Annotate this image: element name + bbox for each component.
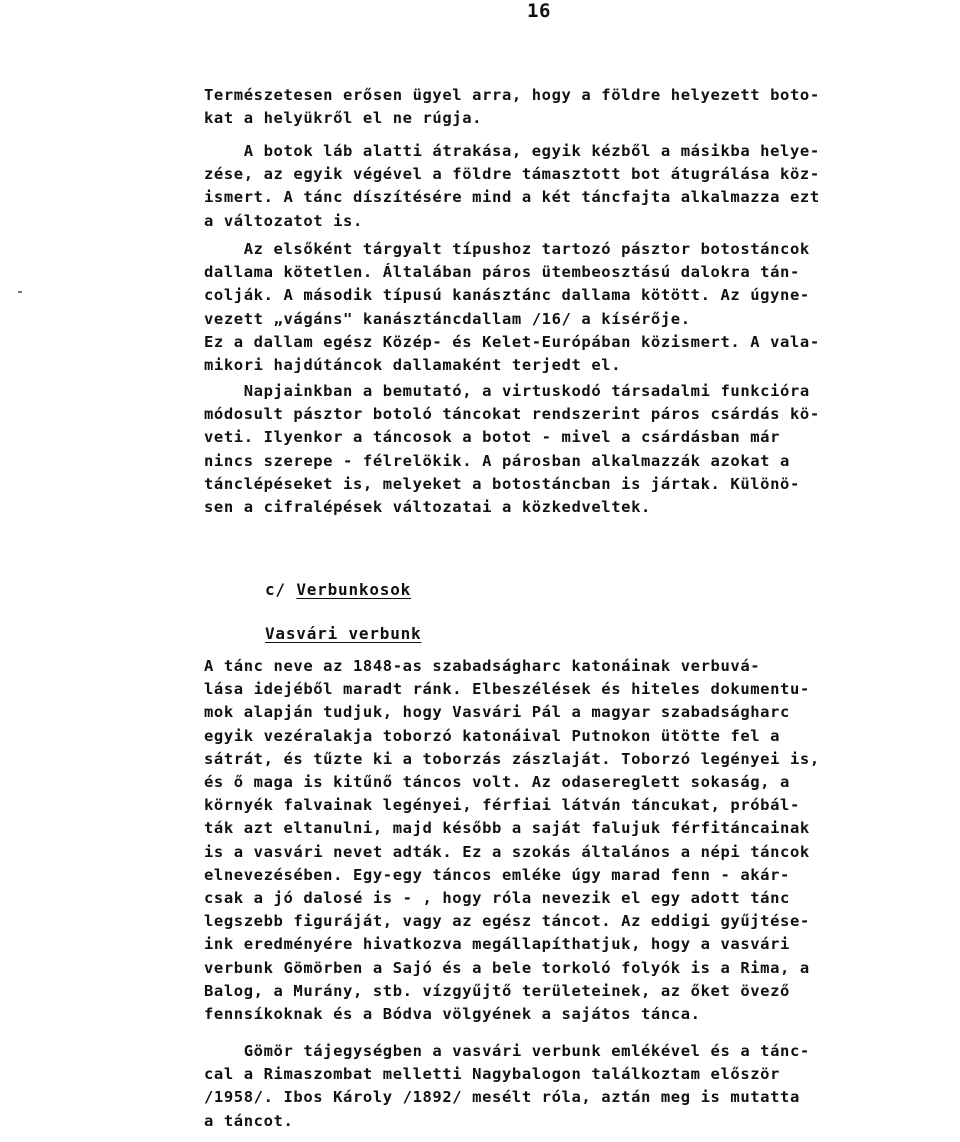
paragraph-melody [204,238,954,377]
text-line: kat a helyükről el ne rúgja. [204,109,483,128]
text-line: verbunk Gömörben a Sajó és a bele torkoló folyók is a Rima, a [204,958,810,977]
text-line: a táncot. [204,1111,294,1130]
text-line: Balog, a Murány, stb. vízgyűjtő területeinek, az őket övező [204,981,790,1000]
text-line: Gömör tájegységben a vasvári verbunk emlékével és a tánc- [204,1042,810,1060]
text-line: ink eredményére hivatkozva megállapíthatjuk, hogy a vasvári [204,935,790,954]
paragraph-intro [204,84,954,130]
text-line: cal a Rimaszombat melletti Nagybalogon találkoztam először [204,1065,781,1084]
paragraph-gomor [204,1040,954,1133]
subheading: Vasvári verbunk [265,624,422,643]
section-title: Verbunkosok [296,580,412,599]
scan-speck [18,291,22,293]
text-line: tánclépéseket is, melyeket a botostáncban is jártak. Különö- [204,474,800,493]
page-number: 16 [527,0,551,22]
text-line: ismert. A tánc díszítésére mind a két táncfajta alkalmazza ezt [204,188,820,207]
section-prefix: c/ [265,580,297,599]
text-line: lása idejéből maradt ránk. Elbeszélések és hiteles dokumentu- [204,680,810,699]
paragraph-vasvari-origin [204,655,954,1026]
text-line: környék falvainak legényei, férfiai látván táncukat, próbál- [204,796,800,815]
text-line: és ő maga is kitűnő táncos volt. Az odasereglett sokaság, a [204,773,790,792]
text-line: csak a jó dalosé is - , hogy róla nevezik el egy adott tánc [204,889,790,908]
text-line: A botok láb alatti átrakása, egyik kézből a másikba helye- [204,142,820,160]
text-line: dallama kötetlen. Általában páros ütembeosztású dalokra tán- [204,263,800,282]
text-line: Napjainkban a bemutató, a virtuskodó társadalmi funkcióra [204,382,810,400]
text-line: Az elsőként tárgyalt típushoz tartozó pásztor botostáncok [204,240,810,258]
text-line: sen a cifralépések változatai a közkedveltek. [204,498,651,517]
text-line: sátrát, és tűzte ki a toborzás zászlaját. Toborzó legényei is, [204,749,820,768]
text-line: colják. A második típusú kanásztánc dallama kötött. Az úgyne- [204,286,810,305]
text-line: nincs szerepe - félrelökik. A párosban alkalmazzák azokat a [204,451,790,470]
text-line: a változatot is. [204,211,363,230]
text-line: Ez a dallam egész Közép- és Kelet-Európában közismert. A vala- [204,332,820,351]
text-line: zése, az egyik végével a földre támasztott bot átugrálása köz- [204,165,820,184]
text-line: módosult pásztor botoló táncokat rendszerint páros csárdás kö- [204,405,820,424]
paragraph-present-day [204,380,954,519]
text-line: legszebb figuráját, vagy az egész táncot. Az eddigi gyűjtése- [204,912,810,931]
text-line: is a vasvári nevet adták. Ez a szokás általános a népi táncok [204,842,810,861]
text-line: Természetesen erősen ügyel arra, hogy a földre helyezett boto- [204,86,820,104]
text-line: ták azt eltanulni, majd később a saját falujuk férfitáncainak [204,819,810,838]
text-line: A tánc neve az 1848-as szabadságharc katonáinak verbuvá- [204,657,761,675]
text-line: vezett „vágáns" kanásztáncdallam /16/ a kísérője. [204,309,691,328]
text-line: mikori hajdútáncok dallamaként terjedt el. [204,356,622,375]
text-line: egyik vezéralakja toborzó katonáival Putnokon ütötte fel a [204,726,781,745]
text-line: mok alapján tudjuk, hogy Vasvári Pál a magyar szabadságharc [204,703,790,722]
section-heading [265,580,411,599]
text-line: /1958/. Ibos Károly /1892/ mesélt róla, aztán meg is mutatta [204,1088,800,1107]
text-line: fennsíkoknak és a Bódva völgyének a sajátos tánca. [204,1005,701,1024]
text-line: elnevezésében. Egy-egy táncos emléke úgy marad fenn - akár- [204,865,790,884]
text-line: veti. Ilyenkor a táncosok a botot - mivel a csárdásban már [204,428,781,447]
paragraph-bot-moves [204,140,954,233]
